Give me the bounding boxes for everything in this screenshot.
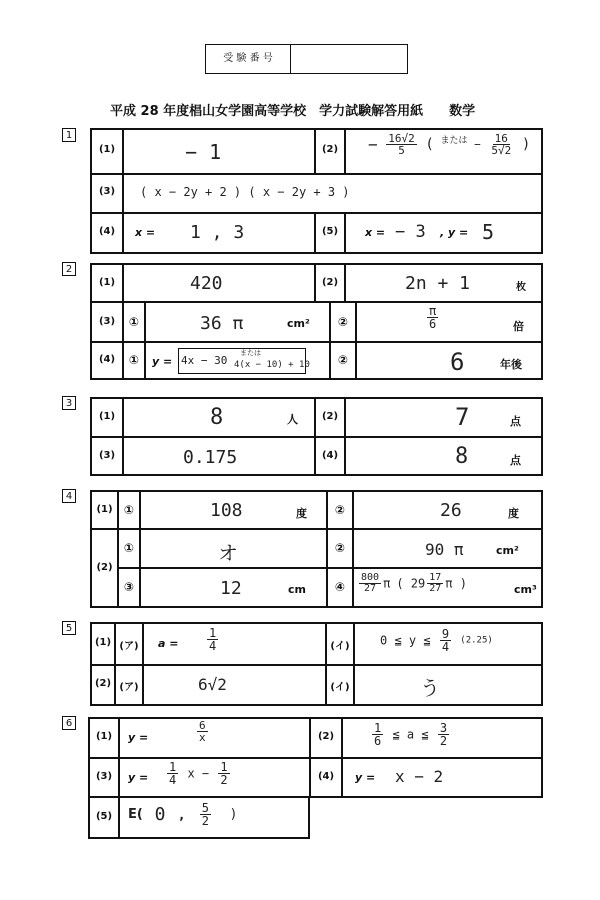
q1-4-answer: 1 , 3: [190, 222, 245, 243]
q4-2-4-answer: [357, 573, 467, 594]
denominator: 2: [439, 734, 448, 748]
numerator: 800: [361, 572, 380, 583]
q6-4-answer: x − 2: [395, 767, 444, 786]
expression-middle: x −: [187, 766, 210, 781]
q4-2-label: (2): [96, 562, 113, 573]
inequality-middle: ≦ a ≦: [392, 727, 429, 742]
q2-3-1-label: ①: [128, 315, 140, 329]
q5-2i-label: (イ): [330, 682, 350, 693]
q6-4-label: (4): [317, 771, 335, 782]
fraction: [200, 802, 211, 827]
numerator: π: [429, 304, 437, 318]
fraction: [359, 573, 381, 594]
q2-4-2-unit: 年後: [500, 358, 522, 371]
q6-3-prefix: y =: [128, 771, 149, 784]
alt-fraction: [427, 573, 443, 594]
q4-2-2-label: ②: [334, 541, 346, 555]
q3-1-unit: 人: [287, 413, 298, 426]
point-close: ): [230, 807, 236, 822]
denominator: 4: [169, 773, 177, 787]
q5-2i-answer: う: [420, 676, 440, 700]
denominator: 27: [364, 583, 377, 594]
q4-1-2-unit: 度: [508, 507, 519, 520]
fraction-const: [218, 761, 229, 786]
q4-1-1-answer: 108: [210, 500, 243, 521]
inequality-left: 0 ≦ y ≦: [380, 633, 431, 648]
q6-1-answer: [195, 720, 210, 743]
numerator: 1: [209, 626, 217, 640]
denominator: 6: [429, 317, 437, 331]
q4-1-1-label: ①: [123, 503, 135, 517]
numerator: 1: [220, 760, 228, 774]
numerator: 16√2: [388, 132, 415, 145]
numerator: 5: [201, 801, 209, 815]
q6-1-label: (1): [95, 731, 113, 742]
q3-3-answer: 0.175: [183, 447, 238, 468]
q3-2-unit: 点: [510, 415, 521, 428]
q3-4-answer: 8: [455, 444, 469, 469]
q4-1-label: (1): [96, 504, 113, 515]
q4-2-3-answer: 12: [220, 578, 242, 599]
alt-minus: −: [474, 138, 481, 151]
fraction: [427, 305, 438, 330]
question-number-3: 3: [62, 396, 76, 410]
q6-5-answer: [128, 802, 236, 827]
denominator: 4: [209, 639, 217, 653]
page-title: 平成 28 年度椙山女学園高等学校 学力試験解答用紙 数学: [110, 104, 476, 119]
q4-1-2-label: ②: [334, 503, 346, 517]
q2-4-1-alt-answer: 4(x − 10) + 10: [234, 360, 310, 370]
q3-3-label: (3): [98, 450, 116, 461]
q1-2-answer: − $\frac{16√2}{5}$ ( $^{または}$ − $\frac{16}{5√2}$ ): [368, 132, 531, 157]
q2-4-1-alt-word: または: [240, 349, 261, 357]
denominator: 5√2: [491, 144, 512, 157]
alt-open: ( 29: [396, 576, 426, 591]
q2-4-label: (4): [98, 354, 116, 365]
alt-close: π ): [445, 576, 467, 591]
q4-2-2-unit: cm²: [496, 544, 519, 557]
q6-3-answer: [165, 761, 232, 786]
q1-1-label: (1): [98, 144, 116, 155]
q4-1-2-answer: 26: [440, 500, 462, 521]
q4-2-4-label: ④: [334, 580, 346, 594]
fraction-left: [372, 722, 383, 747]
alt-decimal: (2.25): [460, 635, 493, 646]
q1-4-prefix: x =: [135, 226, 156, 239]
q1-5-x-answer: − 3: [395, 222, 426, 242]
numerator: 3: [439, 721, 448, 735]
fraction: [207, 627, 218, 652]
minus-sign: −: [368, 135, 378, 154]
numerator: 17: [429, 572, 442, 583]
q2-3-label: (3): [98, 316, 116, 327]
point-comma: ,: [179, 807, 184, 822]
numerator: 9: [441, 627, 450, 641]
q2-4-2-label: ②: [337, 353, 349, 367]
q3-4-label: (4): [321, 450, 339, 461]
q4-2-4-unit: cm³: [514, 583, 537, 596]
pi-symbol: π: [383, 576, 391, 591]
denominator: x: [199, 731, 206, 744]
alt-fraction: [489, 133, 513, 156]
q5-1i-answer: [380, 628, 493, 653]
question-number-2: 2: [62, 262, 76, 276]
denominator: 4: [441, 640, 450, 654]
q6-2-answer: [370, 722, 451, 747]
q1-2-label: (2): [321, 144, 339, 155]
q2-4-1-label: ①: [128, 353, 140, 367]
fraction: [197, 720, 208, 743]
q3-2-label: (2): [321, 411, 339, 422]
numerator: 1: [374, 721, 382, 735]
denominator: 6: [374, 734, 382, 748]
q6-4-prefix: y =: [355, 771, 376, 784]
question-number-1: 1: [62, 128, 76, 142]
fraction: [440, 628, 451, 653]
q4-2-1-label: ①: [123, 541, 135, 555]
point-x: 0: [154, 804, 166, 825]
exam-number-label: 受 験 番 号: [206, 45, 291, 73]
q5-1a-label: (ア): [119, 641, 139, 652]
question-number-6: 6: [62, 716, 76, 730]
q3-1-answer: 8: [210, 405, 224, 430]
point-prefix: E(: [128, 807, 143, 822]
q4-1-1-unit: 度: [296, 507, 307, 520]
q2-4-2-answer: 6: [450, 348, 465, 376]
question-number-4: 4: [62, 489, 76, 503]
question-number-5: 5: [62, 621, 76, 635]
q6-3-label: (3): [95, 771, 113, 782]
fraction-right: [438, 722, 449, 747]
q1-5-y-answer: 5: [482, 220, 495, 244]
q1-1-answer: − 1: [185, 140, 222, 164]
denominator: 27: [429, 583, 442, 594]
q1-5-label: (5): [321, 226, 339, 237]
q3-4-unit: 点: [510, 454, 521, 467]
q3-1-label: (1): [98, 411, 116, 422]
q6-2-label: (2): [317, 731, 335, 742]
q2-3-1-answer: 36 π: [200, 313, 244, 334]
numerator: 16: [494, 132, 508, 145]
numerator: 1: [169, 760, 177, 774]
q5-2a-answer: 6√2: [198, 675, 227, 694]
exam-number-field[interactable]: [292, 46, 406, 72]
q2-1-label: (1): [98, 277, 116, 288]
q5-1i-label: (イ): [330, 641, 350, 652]
q5-2-label: (2): [94, 678, 112, 689]
q2-4-1-answer: 4x − 30: [181, 354, 228, 367]
q4-2-1-answer: オ: [218, 541, 238, 565]
q1-5-x-prefix: x =: [365, 226, 386, 239]
q5-1a-prefix: a =: [158, 637, 179, 650]
q2-4-1-prefix: y =: [152, 355, 173, 368]
q1-3-answer: ( x − 2y + 2 ) ( x − 2y + 3 ): [140, 185, 350, 199]
denominator: 5: [398, 144, 405, 157]
q2-2-answer: 2n + 1: [405, 273, 471, 294]
denominator: 2: [201, 814, 209, 828]
q1-3-label: (3): [98, 186, 116, 197]
q2-3-1-unit: cm²: [287, 317, 310, 330]
alt-word: または: [440, 136, 468, 146]
q5-1-label: (1): [94, 637, 112, 648]
fraction: [386, 133, 417, 156]
denominator: 2: [220, 773, 228, 787]
q1-5-y-prefix: , y =: [440, 226, 469, 239]
q5-2a-label: (ア): [119, 682, 139, 693]
q2-2-label: (2): [321, 277, 339, 288]
q2-3-2-label: ②: [337, 315, 349, 329]
q2-3-2-answer: [425, 305, 440, 330]
q5-2a-answer-cell[interactable]: [143, 665, 326, 705]
q5-1a-answer: [205, 627, 220, 652]
q2-2-unit: 枚: [516, 282, 526, 293]
fraction-coef: [167, 761, 178, 786]
numerator: 6: [199, 719, 206, 732]
q5-2i-answer-cell[interactable]: [354, 665, 542, 705]
q6-5-label: (5): [95, 811, 113, 822]
q4-2-2-answer: 90 π: [425, 540, 464, 559]
q6-1-prefix: y =: [128, 731, 149, 744]
q4-2-3-unit: cm: [288, 583, 306, 596]
q2-3-2-unit: 倍: [513, 320, 524, 333]
q2-1-answer: 420: [190, 273, 223, 294]
q3-2-answer: 7: [455, 403, 470, 431]
q1-4-label: (4): [98, 226, 116, 237]
q4-2-3-label: ③: [123, 580, 135, 594]
